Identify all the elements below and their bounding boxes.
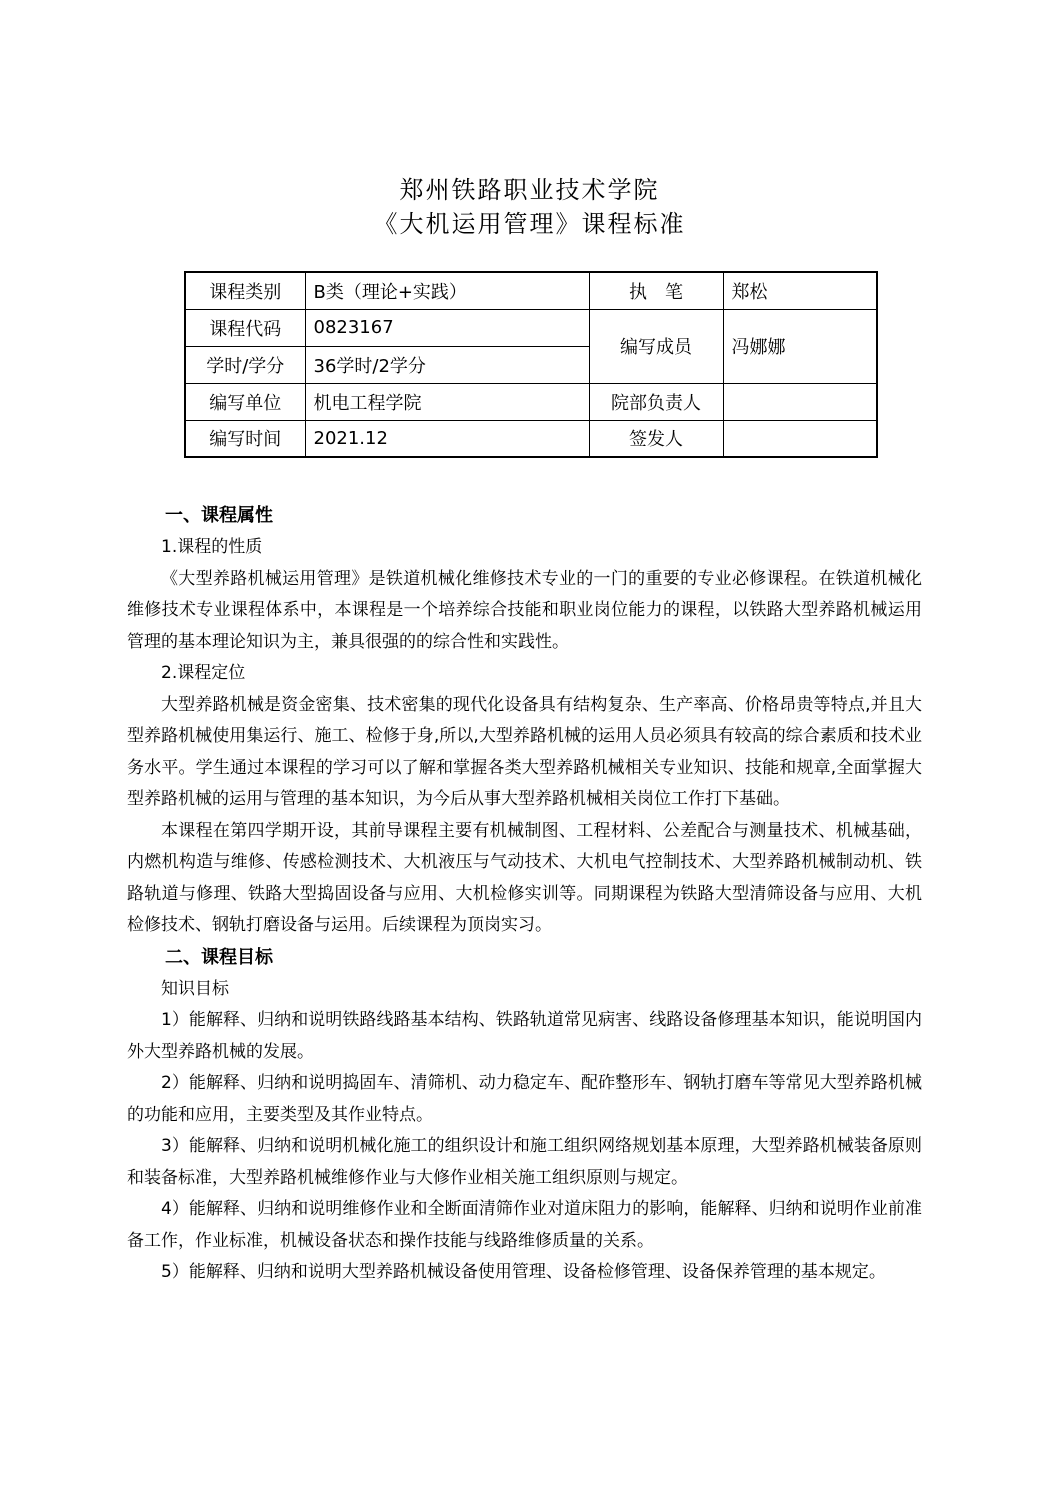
course-info-table [184, 271, 878, 458]
author-label: 执 笔 [589, 272, 723, 309]
goal-item: 1）能解释、归纳和说明铁路线路基本结构、铁路轨道常见病害、线路设备修理基本知识，能说明国内外大型养路机械的发展。 [127, 1010, 922, 1062]
goal-item: 5）能解释、归纳和说明大型养路机械设备使用管理、设备检修管理、设备保养管理的基本规定。 [161, 1262, 886, 1282]
unit-label: 编写单位 [185, 383, 305, 420]
members-value: 冯娜娜 [723, 309, 877, 383]
subsection-heading-knowledge-goals: 知识目标 [161, 978, 229, 999]
issuer-value [723, 420, 877, 457]
course-type-value: B类（理论+实践） [305, 272, 589, 309]
dept-head-value [723, 383, 877, 420]
subsection-heading-nature: 1.课程的性质 [161, 537, 263, 557]
document-body [127, 500, 922, 1289]
issuer-label: 签发人 [589, 420, 723, 457]
course-code-label: 课程代码 [185, 309, 305, 346]
unit-value: 机电工程学院 [305, 383, 589, 420]
hours-value: 36学时/2学分 [305, 346, 589, 383]
table-row [185, 309, 877, 346]
institution-title: 郑州铁路职业技术学院 [399, 176, 660, 204]
section-heading-goals: 二、课程目标 [165, 946, 273, 968]
section-heading-attributes: 一、课程属性 [165, 505, 273, 526]
goal-item: 2）能解释、归纳和说明捣固车、清筛机、动力稳定车、配砟整形车、钢轨打磨车等常见大型养路机械的功能和应用，主要类型及其作业特点。 [127, 1073, 922, 1125]
paragraph-positioning-2: 本课程在第四学期开设，其前导课程主要有机械制图、工程材料、公差配合与测量技术、机械基础，内燃机构造与维修、传感检测技术、大机液压与气动技术、大机电气控制技术、大型养路机械制动机、铁路轨道与修理、铁路大型捣固设备与应用、大机检修实训等。同期课程为铁路大型清筛设备与应用、大机检修技术、钢轨打磨设备与运用。后续课程为顶岗实习。 [127, 820, 922, 935]
subsection-heading-positioning: 2.课程定位 [161, 663, 246, 683]
date-label: 编写时间 [185, 420, 305, 457]
table-row [185, 383, 877, 420]
table-row [185, 272, 877, 309]
dept-head-label: 院部负责人 [589, 383, 723, 420]
members-label: 编写成员 [589, 309, 723, 383]
course-standard-title: 《大机运用管理》课程标准 [373, 210, 686, 238]
goal-item: 4）能解释、归纳和说明维修作业和全断面清筛作业对道床阻力的影响，能解释、归纳和说明作业前准备工作，作业标准，机械设备状态和操作技能与线路维修质量的关系。 [127, 1199, 922, 1251]
course-type-label: 课程类别 [185, 272, 305, 309]
goal-item: 3）能解释、归纳和说明机械化施工的组织设计和施工组织网络规划基本原理，大型养路机械装备原则和装备标准，大型养路机械维修作业与大修作业相关施工组织原则与规定。 [127, 1136, 922, 1188]
date-value: 2021.12 [305, 420, 589, 457]
course-code-value: 0823167 [305, 309, 589, 346]
hours-label: 学时/学分 [185, 346, 305, 383]
table-row [185, 420, 877, 457]
paragraph-nature: 《大型养路机械运用管理》是铁道机械化维修技术专业的一门的重要的专业必修课程。在铁道机械化维修技术专业课程体系中，本课程是一个培养综合技能和职业岗位能力的课程，以铁路大型养路机械运用管理的基本理论知识为主，兼具很强的的综合性和实践性。 [127, 568, 922, 652]
author-value: 郑松 [723, 272, 877, 309]
paragraph-positioning-1: 大型养路机械是资金密集、技术密集的现代化设备具有结构复杂、生产率高、价格昂贵等特点,并且大型养路机械使用集运行、施工、检修于身,所以,大型养路机械的运用人员必须具有较高的综合素质和技术业务水平。学生通过本课程的学习可以了解和掌握各类大型养路机械相关专业知识、技能和规章,全面掌握大型养路机械的运用与管理的基本知识，为今后从事大型养路机械相关岗位工作打下基础。 [127, 694, 922, 809]
